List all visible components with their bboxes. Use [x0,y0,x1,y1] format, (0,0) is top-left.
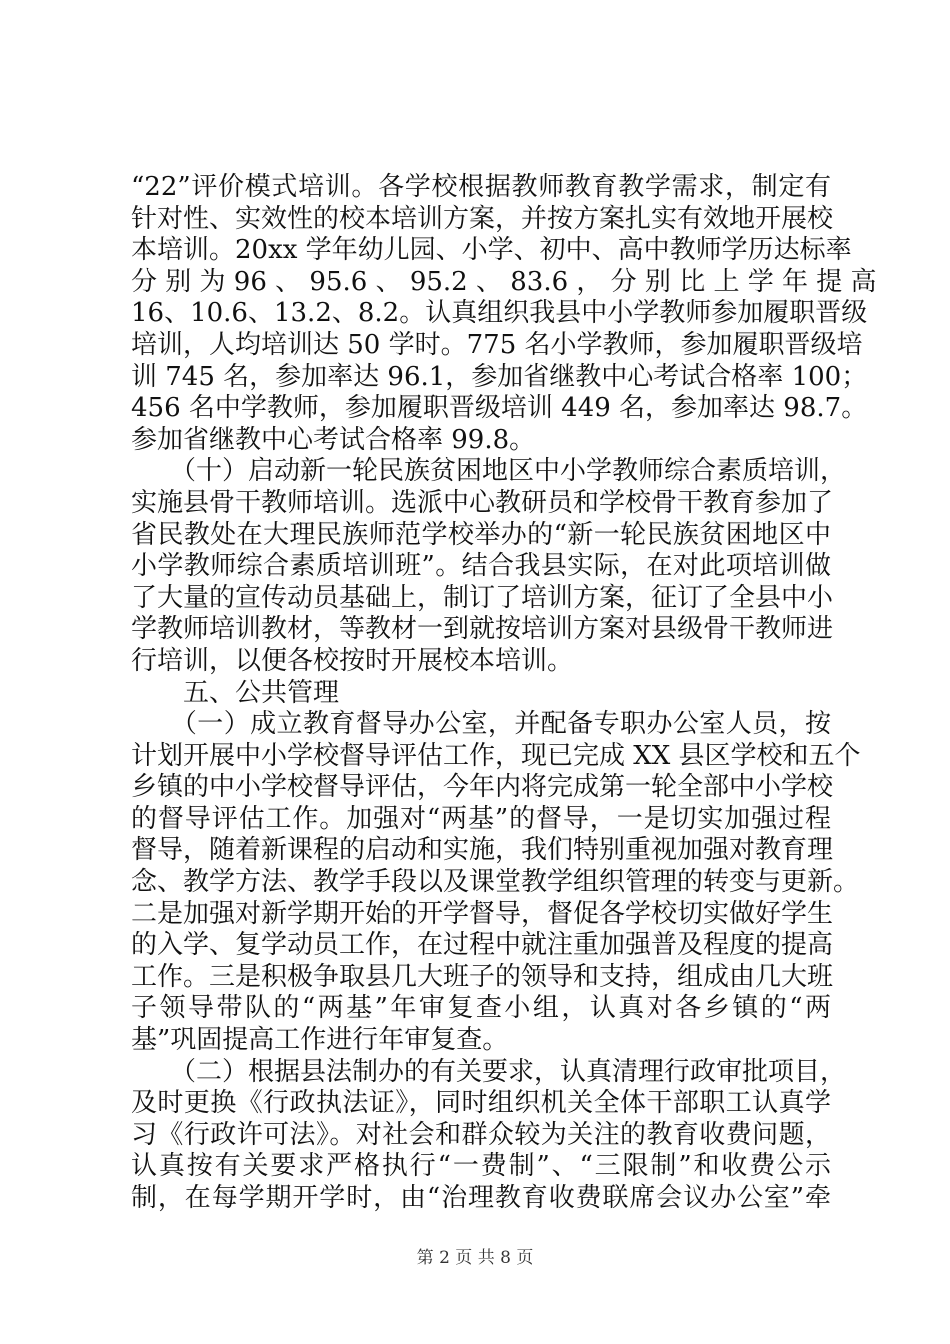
document-body [131,172,877,1215]
text-line: 二是加强对新学期开始的开学督导，督促各学校切实做好学生 [131,898,834,929]
text-line: 实施县骨干教师培训。选派中心教研员和学校骨干教育参加了 [131,487,834,518]
text-line: （二）根据县法制办的有关要求，认真清理行政审批项目， [131,1056,847,1087]
text-line: 456 名中学教师，参加履职晋级培训 449 名，参加率达 98.7。 [131,393,868,424]
text-line: 子领导带队的“两基”年审复查小组，认真对各乡镇的“两 [131,993,831,1024]
text-line: 本培训。20xx 学年幼儿园、小学、初中、高中教师学历达标率 [131,235,852,266]
text-line: “22”评价模式培训。各学校根据教师教育教学需求，制定有 [131,172,831,202]
text-line: 工作。三是积极争取县几大班子的领导和支持，组成由几大班 [131,961,834,992]
page-footer: 第 2 页 共 8 页 [416,1248,534,1268]
text-line: （一）成立教育督导办公室，并配备专职办公室人员，按 [131,709,831,740]
text-line: 了大量的宣传动员基础上，制订了培训方案，征订了全县中小 [131,582,834,613]
text-line: 针对性、实效性的校本培训方案，并按方案扎实有效地开展校 [131,203,834,234]
text-line: 的督导评估工作。加强对“两基”的督导，一是切实加强过程 [131,803,831,834]
text-line: 训 745 名，参加率达 96.1，参加省继教中心考试合格率 100； [131,361,868,392]
text-line: 乡镇的中小学校督导评估，今年内将完成第一轮全部中小学校 [131,772,834,803]
text-line: 基”巩固提高工作进行年审复查。 [131,1025,509,1056]
text-line: 学教师培训教材，等教材一到就按培训方案对县级骨干教师进 [131,614,834,645]
text-line: （十）启动新一轮民族贫困地区中小学教师综合素质培训， [131,456,847,487]
text-line: 及时更换《行政执法证》，同时组织机关全体干部职工认真学 [131,1088,831,1119]
text-line: 行培训，以便各校按时开展校本培训。 [131,645,574,676]
text-line: 制，在每学期开学时，由“治理教育收费联席会议办公室”牵 [131,1183,831,1213]
text-line: 计划开展中小学校督导评估工作，现已完成 XX 县区学校和五个 [131,740,861,771]
text-line: 培训，人均培训达 50 学时。775 名小学教师，参加履职晋级培 [131,329,863,360]
text-line: 认真按有关要求严格执行“一费制”、“三限制”和收费公示 [131,1151,831,1182]
text-line: 小学教师综合素质培训班”。结合我县实际，在对此项培训做 [131,551,831,582]
text-line: 分 别 为 96 、 95.6 、 95.2 、 83.6 ， 分 别 比 上 学 年 提 高 [131,266,877,297]
text-line: 省民教处在大理民族师范学校举办的“新一轮民族贫困地区中 [131,519,831,550]
text-line: 16、10.6、13.2、8.2。认真组织我县中小学教师参加履职晋级 [131,298,868,329]
text-line: 参加省继教中心考试合格率 99.8。 [131,424,536,455]
text-line: 习《行政许可法》。对社会和群众较为关注的教育收费问题， [131,1119,831,1150]
text-line: 的入学、复学动员工作，在过程中就注重加强普及程度的提高 [131,930,834,961]
text-line: 五、公共管理 [131,677,340,708]
text-line: 念、教学方法、教学手段以及课堂教学组织管理的转变与更新。 [131,867,860,898]
text-line: 督导，随着新课程的启动和实施，我们特别重视加强对教育理 [131,835,834,866]
